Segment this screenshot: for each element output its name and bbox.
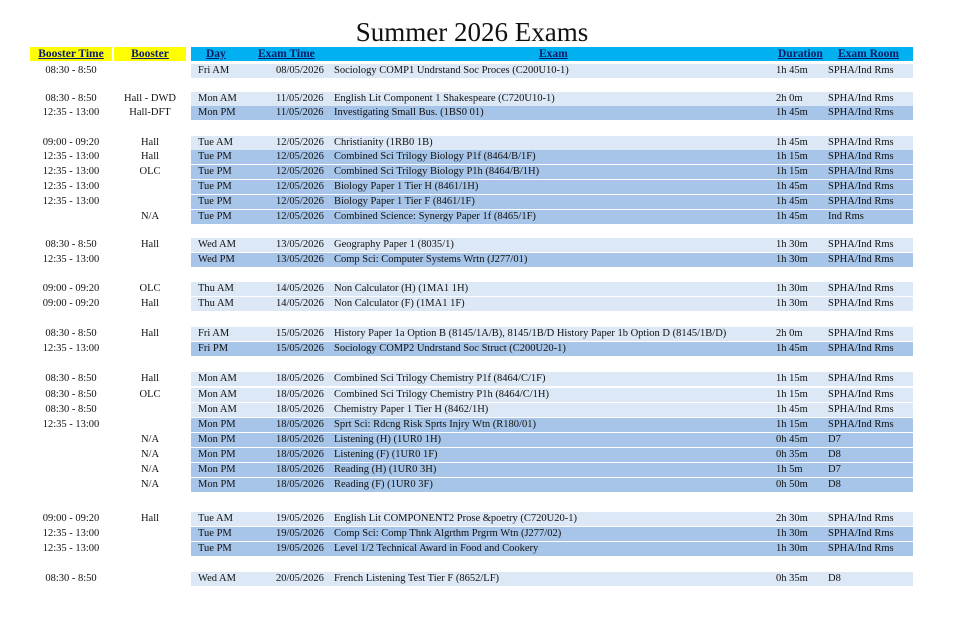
booster-time-cell: 12:35 - 13:00 xyxy=(42,181,100,192)
exam-date-cell: 14/05/2026 xyxy=(276,298,324,309)
duration-cell: 1h 15m xyxy=(776,151,808,162)
exam-name-cell: Non Calculator (F) (1MA1 1F) xyxy=(334,298,465,309)
booster-cell: N/A xyxy=(140,434,160,445)
day-cell: Tue AM xyxy=(198,513,233,524)
exam-name-cell: Combined Sci Trilogy Biology P1h (8464/B/1H) xyxy=(334,166,540,177)
booster-cell: OLC xyxy=(139,166,161,177)
exam-date-cell: 08/05/2026 xyxy=(276,65,324,76)
exam-room-cell: SPHA/Ind Rms xyxy=(828,196,894,207)
day-cell: Mon PM xyxy=(198,107,236,118)
booster-cell: Hall xyxy=(140,239,160,250)
exam-date-cell: 15/05/2026 xyxy=(276,343,324,354)
duration-cell: 1h 45m xyxy=(776,137,808,148)
table-row xyxy=(30,418,915,432)
booster-time-cell: 12:35 - 13:00 xyxy=(42,196,100,207)
exam-room-cell: D7 xyxy=(828,434,841,445)
exam-name-cell: Listening (H) (1UR0 1H) xyxy=(334,434,442,445)
day-cell: Mon AM xyxy=(198,93,237,104)
header-exam-time: Exam Time xyxy=(258,48,315,60)
exam-date-cell: 18/05/2026 xyxy=(276,434,324,445)
booster-time-cell: 08:30 - 8:50 xyxy=(45,404,97,415)
exam-name-cell: Listening (F) (1UR0 1F) xyxy=(334,449,438,460)
exam-date-cell: 12/05/2026 xyxy=(276,137,324,148)
table-row xyxy=(30,92,915,106)
booster-time-cell: 12:35 - 13:00 xyxy=(42,419,100,430)
exam-room-cell: D8 xyxy=(828,479,841,490)
booster-time-cell: 09:00 - 09:20 xyxy=(42,137,100,148)
exam-date-cell: 11/05/2026 xyxy=(276,93,324,104)
booster-cell: Hall xyxy=(140,137,160,148)
day-cell: Mon AM xyxy=(198,389,237,400)
exam-room-cell: SPHA/Ind Rms xyxy=(828,328,894,339)
booster-time-cell: 08:30 - 8:50 xyxy=(45,328,97,339)
exam-name-cell: Investigating Small Bus. (1BS0 01) xyxy=(334,107,484,118)
exam-room-cell: SPHA/Ind Rms xyxy=(828,137,894,148)
table-row xyxy=(30,282,915,296)
duration-cell: 1h 15m xyxy=(776,419,808,430)
duration-cell: 0h 35m xyxy=(776,573,808,584)
exam-room-cell: SPHA/Ind Rms xyxy=(828,65,894,76)
day-cell: Mon PM xyxy=(198,434,236,445)
table-row xyxy=(30,210,915,224)
day-cell: Fri AM xyxy=(198,65,230,76)
header-day: Day xyxy=(206,48,226,60)
booster-time-cell: 12:35 - 13:00 xyxy=(42,107,100,118)
table-row xyxy=(30,463,915,477)
exam-date-cell: 18/05/2026 xyxy=(276,404,324,415)
exam-name-cell: Biology Paper 1 Tier H (8461/1H) xyxy=(334,181,479,192)
exam-name-cell: Sociology COMP2 Undrstand Soc Struct (C200U20-1) xyxy=(334,343,566,354)
day-cell: Tue PM xyxy=(198,181,232,192)
exam-room-cell: SPHA/Ind Rms xyxy=(828,528,894,539)
duration-cell: 1h 45m xyxy=(776,196,808,207)
exam-name-cell: French Listening Test Tier F (8652/LF) xyxy=(334,573,500,584)
exam-date-cell: 18/05/2026 xyxy=(276,464,324,475)
day-cell: Tue PM xyxy=(198,528,232,539)
exam-name-cell: Comp Sci: Comp Thnk Algrthm Prgrm Wtn (J277/02) xyxy=(334,528,562,539)
duration-cell: 1h 15m xyxy=(776,166,808,177)
booster-cell: OLC xyxy=(139,389,161,400)
exam-name-cell: Sprt Sci: Rdcng Risk Sprts Injry Wtn (R180/01) xyxy=(334,419,536,430)
exam-date-cell: 18/05/2026 xyxy=(276,449,324,460)
day-cell: Mon PM xyxy=(198,479,236,490)
duration-cell: 1h 45m xyxy=(776,181,808,192)
exam-name-cell: Level 1/2 Technical Award in Food and Cookery xyxy=(334,543,539,554)
booster-time-cell: 12:35 - 13:00 xyxy=(42,151,100,162)
exam-room-cell: SPHA/Ind Rms xyxy=(828,151,894,162)
table-row xyxy=(30,342,915,356)
exam-name-cell: Non Calculator (H) (1MA1 1H) xyxy=(334,283,469,294)
duration-cell: 1h 30m xyxy=(776,239,808,250)
booster-time-cell: 08:30 - 8:50 xyxy=(45,65,97,76)
exam-room-cell: SPHA/Ind Rms xyxy=(828,93,894,104)
exam-date-cell: 18/05/2026 xyxy=(276,373,324,384)
table-row xyxy=(30,180,915,194)
duration-cell: 2h 0m xyxy=(776,93,803,104)
booster-time-cell: 12:35 - 13:00 xyxy=(42,543,100,554)
duration-cell: 1h 30m xyxy=(776,528,808,539)
booster-cell: N/A xyxy=(140,464,160,475)
duration-cell: 1h 45m xyxy=(776,343,808,354)
duration-cell: 1h 45m xyxy=(776,211,808,222)
duration-cell: 0h 45m xyxy=(776,434,808,445)
day-cell: Fri AM xyxy=(198,328,230,339)
exam-name-cell: English Lit Component 1 Shakespeare (C720U10-1) xyxy=(334,93,555,104)
table-row xyxy=(30,403,915,417)
exam-date-cell: 20/05/2026 xyxy=(276,573,324,584)
exam-name-cell: Combined Sci Trilogy Chemistry P1h (8464/C/1H) xyxy=(334,389,549,400)
table-row xyxy=(30,106,915,120)
day-cell: Thu AM xyxy=(198,298,234,309)
exam-room-cell: SPHA/Ind Rms xyxy=(828,283,894,294)
exam-date-cell: 11/05/2026 xyxy=(276,107,324,118)
duration-cell: 1h 30m xyxy=(776,543,808,554)
booster-time-cell: 08:30 - 8:50 xyxy=(45,573,97,584)
booster-time-cell: 08:30 - 8:50 xyxy=(45,93,97,104)
table-row xyxy=(30,512,915,526)
booster-time-cell: 12:35 - 13:00 xyxy=(42,166,100,177)
exam-room-cell: D7 xyxy=(828,464,841,475)
duration-cell: 0h 50m xyxy=(776,479,808,490)
table-row xyxy=(30,253,915,267)
booster-time-cell: 09:00 - 09:20 xyxy=(42,298,100,309)
exam-date-cell: 19/05/2026 xyxy=(276,513,324,524)
table-row xyxy=(30,433,915,447)
booster-cell: Hall - DWD xyxy=(124,93,176,104)
exam-room-cell: SPHA/Ind Rms xyxy=(828,513,894,524)
exam-name-cell: Comp Sci: Computer Systems Wrtn (J277/01) xyxy=(334,254,528,265)
exam-date-cell: 19/05/2026 xyxy=(276,528,324,539)
duration-cell: 2h 30m xyxy=(776,513,808,524)
booster-time-cell: 08:30 - 8:50 xyxy=(45,239,97,250)
day-cell: Mon AM xyxy=(198,373,237,384)
booster-cell: Hall xyxy=(140,373,160,384)
exam-room-cell: SPHA/Ind Rms xyxy=(828,389,894,400)
duration-cell: 1h 30m xyxy=(776,254,808,265)
exam-date-cell: 18/05/2026 xyxy=(276,389,324,400)
exam-room-cell: SPHA/Ind Rms xyxy=(828,298,894,309)
exam-room-cell: SPHA/Ind Rms xyxy=(828,543,894,554)
day-cell: Wed AM xyxy=(198,573,236,584)
exam-room-cell: D8 xyxy=(828,449,841,460)
exam-room-cell: SPHA/Ind Rms xyxy=(828,166,894,177)
day-cell: Mon PM xyxy=(198,464,236,475)
duration-cell: 1h 45m xyxy=(776,65,808,76)
booster-cell: N/A xyxy=(140,479,160,490)
exam-date-cell: 12/05/2026 xyxy=(276,211,324,222)
table-row xyxy=(30,327,915,341)
table-row xyxy=(30,572,915,586)
exam-room-cell: SPHA/Ind Rms xyxy=(828,181,894,192)
table-row xyxy=(30,388,915,402)
exam-date-cell: 18/05/2026 xyxy=(276,419,324,430)
day-cell: Tue PM xyxy=(198,211,232,222)
table-row xyxy=(30,478,915,492)
table-row xyxy=(30,542,915,556)
exam-room-cell: SPHA/Ind Rms xyxy=(828,404,894,415)
duration-cell: 1h 30m xyxy=(776,283,808,294)
booster-cell: OLC xyxy=(139,283,161,294)
day-cell: Tue PM xyxy=(198,543,232,554)
duration-cell: 1h 30m xyxy=(776,298,808,309)
exam-date-cell: 19/05/2026 xyxy=(276,543,324,554)
exam-room-cell: SPHA/Ind Rms xyxy=(828,239,894,250)
exam-room-cell: SPHA/Ind Rms xyxy=(828,254,894,265)
duration-cell: 1h 45m xyxy=(776,404,808,415)
header-duration: Duration xyxy=(778,48,823,60)
booster-time-cell: 08:30 - 8:50 xyxy=(45,373,97,384)
exam-name-cell: Sociology COMP1 Undrstand Soc Proces (C200U10-1) xyxy=(334,65,569,76)
header-booster-time: Booster Time xyxy=(30,47,112,61)
exam-room-cell: SPHA/Ind Rms xyxy=(828,373,894,384)
table-row xyxy=(30,527,915,541)
booster-cell: Hall xyxy=(140,328,160,339)
duration-cell: 1h 15m xyxy=(776,389,808,400)
table-row xyxy=(30,297,915,311)
exam-date-cell: 13/05/2026 xyxy=(276,254,324,265)
booster-cell: Hall-DFT xyxy=(129,107,171,118)
booster-time-cell: 09:00 - 09:20 xyxy=(42,513,100,524)
day-cell: Tue AM xyxy=(198,137,233,148)
day-cell: Fri PM xyxy=(198,343,229,354)
page-title: Summer 2026 Exams xyxy=(355,17,589,47)
exam-name-cell: Combined Science: Synergy Paper 1f (8465/1F) xyxy=(334,211,536,222)
booster-cell: N/A xyxy=(140,211,160,222)
exam-name-cell: Reading (F) (1UR0 3F) xyxy=(334,479,433,490)
day-cell: Tue PM xyxy=(198,166,232,177)
day-cell: Mon PM xyxy=(198,449,236,460)
day-cell: Thu AM xyxy=(198,283,234,294)
table-header xyxy=(30,47,915,61)
exam-date-cell: 12/05/2026 xyxy=(276,166,324,177)
booster-cell: Hall xyxy=(140,298,160,309)
table-row xyxy=(30,238,915,252)
booster-time-cell: 09:00 - 09:20 xyxy=(42,283,100,294)
day-cell: Tue PM xyxy=(198,151,232,162)
header-booster: Booster xyxy=(114,47,186,61)
duration-cell: 1h 5m xyxy=(776,464,803,475)
exam-name-cell: English Lit COMPONENT2 Prose &poetry (C720U20-1) xyxy=(334,513,577,524)
exam-date-cell: 12/05/2026 xyxy=(276,151,324,162)
duration-cell: 1h 15m xyxy=(776,373,808,384)
exam-name-cell: Geography Paper 1 (8035/1) xyxy=(334,239,454,250)
exam-room-cell: D8 xyxy=(828,573,841,584)
exam-date-cell: 18/05/2026 xyxy=(276,479,324,490)
exam-date-cell: 12/05/2026 xyxy=(276,196,324,207)
duration-cell: 1h 45m xyxy=(776,107,808,118)
exam-room-cell: SPHA/Ind Rms xyxy=(828,419,894,430)
booster-cell: Hall xyxy=(140,513,160,524)
exam-name-cell: Reading (H) (1UR0 3H) xyxy=(334,464,437,475)
exam-name-cell: Combined Sci Trilogy Chemistry P1f (8464/C/1F) xyxy=(334,373,546,384)
exam-name-cell: History Paper 1a Option B (8145/1A/B), 8145/1B/D History Paper 1b Option D (8145/1B/D) xyxy=(334,328,727,339)
exam-name-cell: Christianity (1RB0 1B) xyxy=(334,137,433,148)
header-exam: Exam xyxy=(539,48,568,60)
exam-date-cell: 12/05/2026 xyxy=(276,181,324,192)
day-cell: Mon AM xyxy=(198,404,237,415)
booster-cell: N/A xyxy=(140,449,160,460)
table-row xyxy=(30,165,915,179)
duration-cell: 0h 35m xyxy=(776,449,808,460)
day-cell: Tue PM xyxy=(198,196,232,207)
table-row xyxy=(30,448,915,462)
day-cell: Wed AM xyxy=(198,239,236,250)
exam-name-cell: Combined Sci Trilogy Biology P1f (8464/B/1F) xyxy=(334,151,536,162)
booster-time-cell: 08:30 - 8:50 xyxy=(45,389,97,400)
table-row xyxy=(30,372,915,386)
exam-room-cell: SPHA/Ind Rms xyxy=(828,107,894,118)
day-cell: Mon PM xyxy=(198,419,236,430)
booster-time-cell: 12:35 - 13:00 xyxy=(42,343,100,354)
table-row xyxy=(30,150,915,164)
booster-time-cell: 12:35 - 13:00 xyxy=(42,528,100,539)
table-row xyxy=(30,136,915,150)
exam-date-cell: 15/05/2026 xyxy=(276,328,324,339)
exam-date-cell: 14/05/2026 xyxy=(276,283,324,294)
exam-name-cell: Chemistry Paper 1 Tier H (8462/1H) xyxy=(334,404,489,415)
day-cell: Wed PM xyxy=(198,254,235,265)
exam-name-cell: Biology Paper 1 Tier F (8461/1F) xyxy=(334,196,475,207)
table-row xyxy=(30,64,915,78)
header-exam-room: Exam Room xyxy=(838,48,900,60)
booster-time-cell: 12:35 - 13:00 xyxy=(42,254,100,265)
duration-cell: 2h 0m xyxy=(776,328,803,339)
exam-room-cell: SPHA/Ind Rms xyxy=(828,343,894,354)
booster-cell: Hall xyxy=(140,151,160,162)
table-row xyxy=(30,195,915,209)
exam-date-cell: 13/05/2026 xyxy=(276,239,324,250)
exam-room-cell: Ind Rms xyxy=(828,211,864,222)
